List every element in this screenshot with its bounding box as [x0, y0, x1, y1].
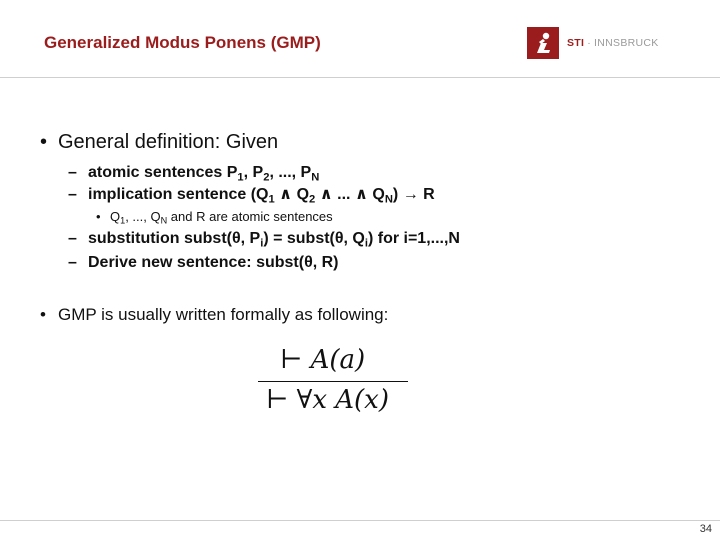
slide-title: Generalized Modus Ponens (GMP) [44, 33, 321, 52]
turnstile-symbol: ⊢ [266, 385, 289, 415]
page-number: 34 [699, 523, 712, 535]
bullet-marker: • [96, 209, 101, 224]
turnstile-symbol: ⊢ [280, 345, 303, 375]
item-derive-new-sentence: – Derive new sentence: subst(θ, R) [68, 254, 339, 271]
gmp-inference-rule [258, 343, 408, 421]
bullet-marker: • [40, 131, 48, 153]
premise-expression: A(a) [310, 345, 366, 375]
logo-separator: · [587, 37, 592, 49]
inference-line [258, 381, 408, 382]
footer-divider [0, 520, 720, 521]
item-implication-sentence: – implication sentence ($Q_1$ ∧ $Q_2$ ∧ ... ∧ $Q_N) \to R$ [68, 186, 435, 206]
logo-sti-text: STI [567, 37, 585, 49]
sti-logo-icon [527, 27, 559, 59]
bullet-text: GMP is usually written formally as following: [58, 305, 389, 324]
dash-marker: – [68, 186, 77, 203]
forall-symbol: ∀ [296, 385, 313, 415]
bullet-gmp-formal [40, 305, 388, 325]
header-divider [0, 77, 720, 78]
logo-wordmark [567, 37, 659, 49]
dash-marker: – [68, 230, 77, 247]
item-atomic-sentences: – atomic sentences $P_1$, $P_2$, ..., $P_N$ [68, 164, 320, 184]
item-substitution: – substitution subst(θ, $P_i$) = subst(θ, $Q_i$) for i=1,...,N [68, 230, 460, 250]
bullet-general-definition [40, 131, 278, 154]
subitem-atomic-note: • $Q_1$, ..., $Q_N$ and R are atomic sentences [96, 209, 333, 226]
bound-variable: x [312, 385, 327, 415]
formula-premise [280, 345, 365, 375]
bullet-marker: • [40, 305, 46, 324]
conclusion-expression: A(x) [335, 385, 389, 415]
dash-marker: – [68, 164, 77, 181]
dash-marker: – [68, 254, 77, 271]
formula-conclusion [266, 385, 389, 415]
bullet-text: General definition: Given [58, 131, 279, 153]
logo-place-text: INNSBRUCK [594, 37, 659, 49]
